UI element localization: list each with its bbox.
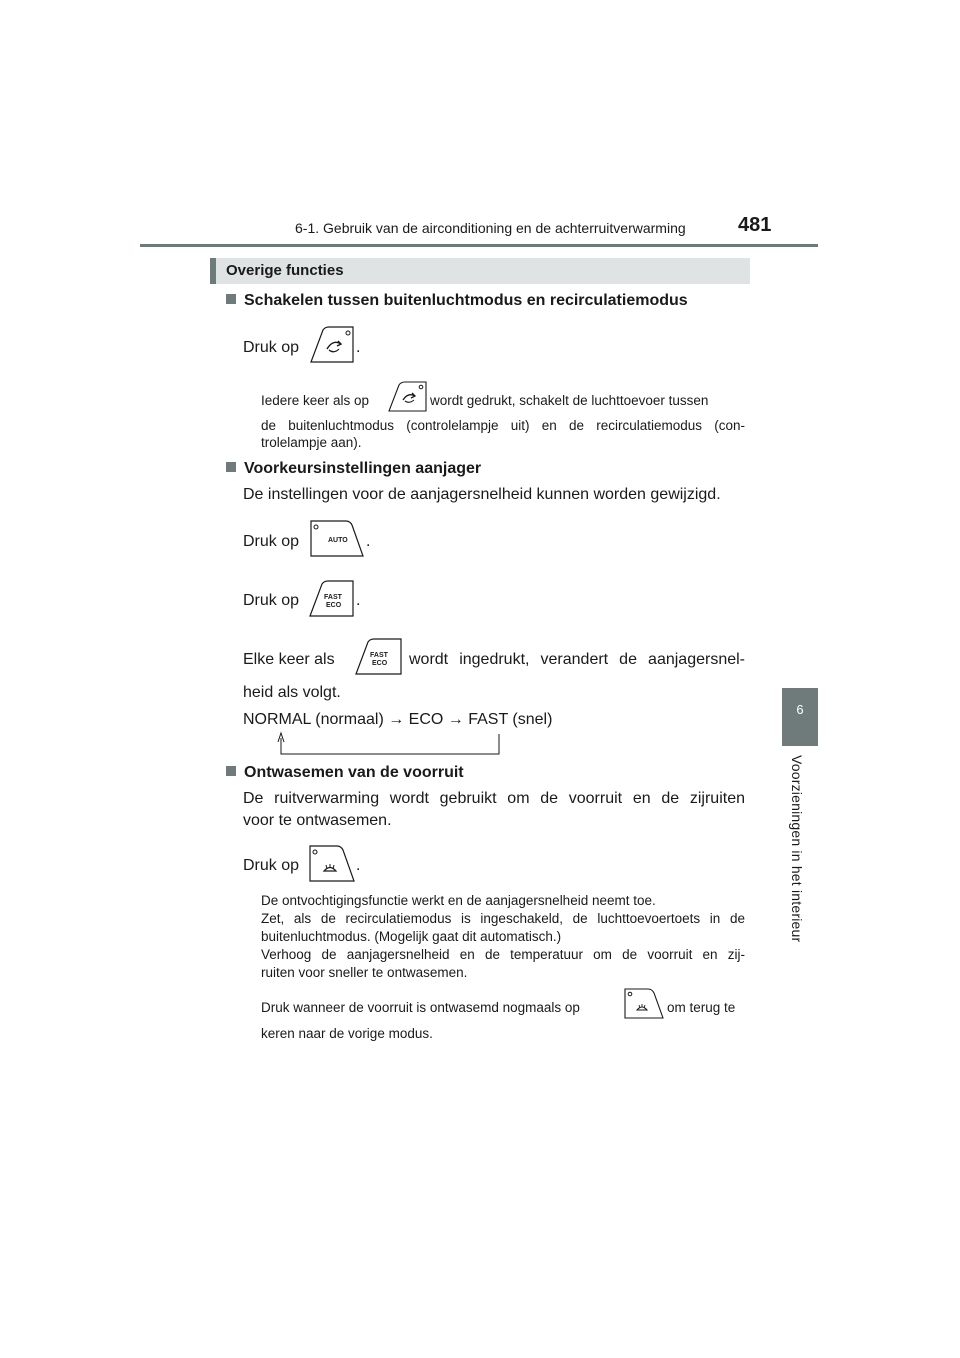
cycle-loop-arrow-icon (270, 730, 510, 760)
defog-note-6b: om terug te (667, 1000, 736, 1015)
recirculation-button-icon (307, 326, 355, 364)
each-press-text-a: Elke keer als (243, 651, 335, 668)
fast-label: FAST (324, 594, 342, 601)
press-text-defog: Druk op (243, 857, 300, 874)
section-title: Overige functies (226, 262, 344, 279)
defog-note-5: ruiten voor sneller te ontwasemen. (261, 965, 468, 980)
page-number: 481 (738, 214, 772, 236)
press-text-recirculation-end: . (356, 339, 361, 356)
bullet-square-icon (226, 462, 236, 472)
press-text-fast-eco-end: . (356, 592, 361, 609)
fan-intro: De instellingen voor de aanjagersnelheid kunnen worden gewijzigd. (243, 486, 721, 503)
defog-note-2: Zet, als de recirculatiemodus is ingeschakeld, de luchttoevoertoets in de (261, 911, 745, 926)
heading-fan-preferences: Voorkeursinstellingen aanjager (226, 460, 481, 478)
auto-button-label: AUTO (328, 537, 348, 544)
defog-note-3: buitenluchtmodus. (Mogelijk gaat dit automatisch.) (261, 929, 562, 944)
eco-label: ECO (372, 660, 388, 667)
auto-button-icon (308, 520, 364, 558)
bullet-square-icon (226, 766, 236, 776)
page-header-title: 6-1. Gebruik van de airconditioning en de achterruitverwarming (295, 220, 686, 236)
defroster-button-icon (307, 845, 355, 883)
fan-cycle-sequence: NORMAL (normaal) → ECO → FAST (snel) (243, 711, 553, 728)
heading-defog: Ontwasemen van de voorruit (226, 764, 464, 782)
heading-recirculation: Schakelen tussen buitenluchtmodus en recirculatiemodus (226, 292, 688, 310)
defog-intro-1: De ruitverwarming wordt gebruikt om de voorruit en de zijruiten (243, 790, 745, 807)
section-title-bar (210, 258, 750, 284)
press-text-fast-eco: Druk op (243, 592, 300, 609)
fast-label: FAST (370, 652, 388, 659)
section-accent (210, 258, 216, 284)
chapter-title: Voorzieningen in het interieur (789, 755, 805, 943)
each-press-text-b: wordt ingedrukt, verandert de aanjagersnel- (409, 651, 745, 668)
press-text-auto: Druk op (243, 533, 300, 550)
eco-label: ECO (326, 602, 342, 609)
defog-note-1: De ontvochtigingsfunctie werkt en de aanjagersnelheid neemt toe. (261, 893, 656, 908)
note-recirculation-2: de buitenluchtmodus (controlelampje uit) en de recirculatiemodus (con- (261, 418, 745, 433)
note-recirculation-1b: wordt gedrukt, schakelt de luchttoevoer tussen (430, 393, 709, 408)
fast-eco-button-icon (307, 580, 355, 618)
press-text-defog-end: . (356, 857, 361, 874)
chapter-tab (782, 688, 818, 746)
note-recirculation-1a: Iedere keer als op (261, 393, 370, 408)
recirculation-button-icon-small (386, 381, 428, 413)
chapter-number: 6 (796, 702, 804, 717)
each-press-text-c: heid als volgt. (243, 684, 341, 701)
press-text-recirculation: Druk op (243, 339, 300, 356)
header-divider (140, 244, 818, 247)
defroster-button-icon-small (622, 988, 664, 1020)
note-recirculation-3: trolelampje aan). (261, 435, 362, 450)
defog-note-4: Verhoog de aanjagersnelheid en de temperatuur om de voorruit en zij- (261, 947, 745, 962)
fast-eco-button-icon-inline (353, 638, 403, 676)
press-text-auto-end: . (366, 533, 371, 550)
bullet-square-icon (226, 294, 236, 304)
defog-intro-2: voor te ontwasemen. (243, 812, 392, 829)
defog-note-6a: Druk wanneer de voorruit is ontwasemd nogmaals op (261, 1000, 580, 1015)
defog-note-7: keren naar de vorige modus. (261, 1026, 433, 1041)
